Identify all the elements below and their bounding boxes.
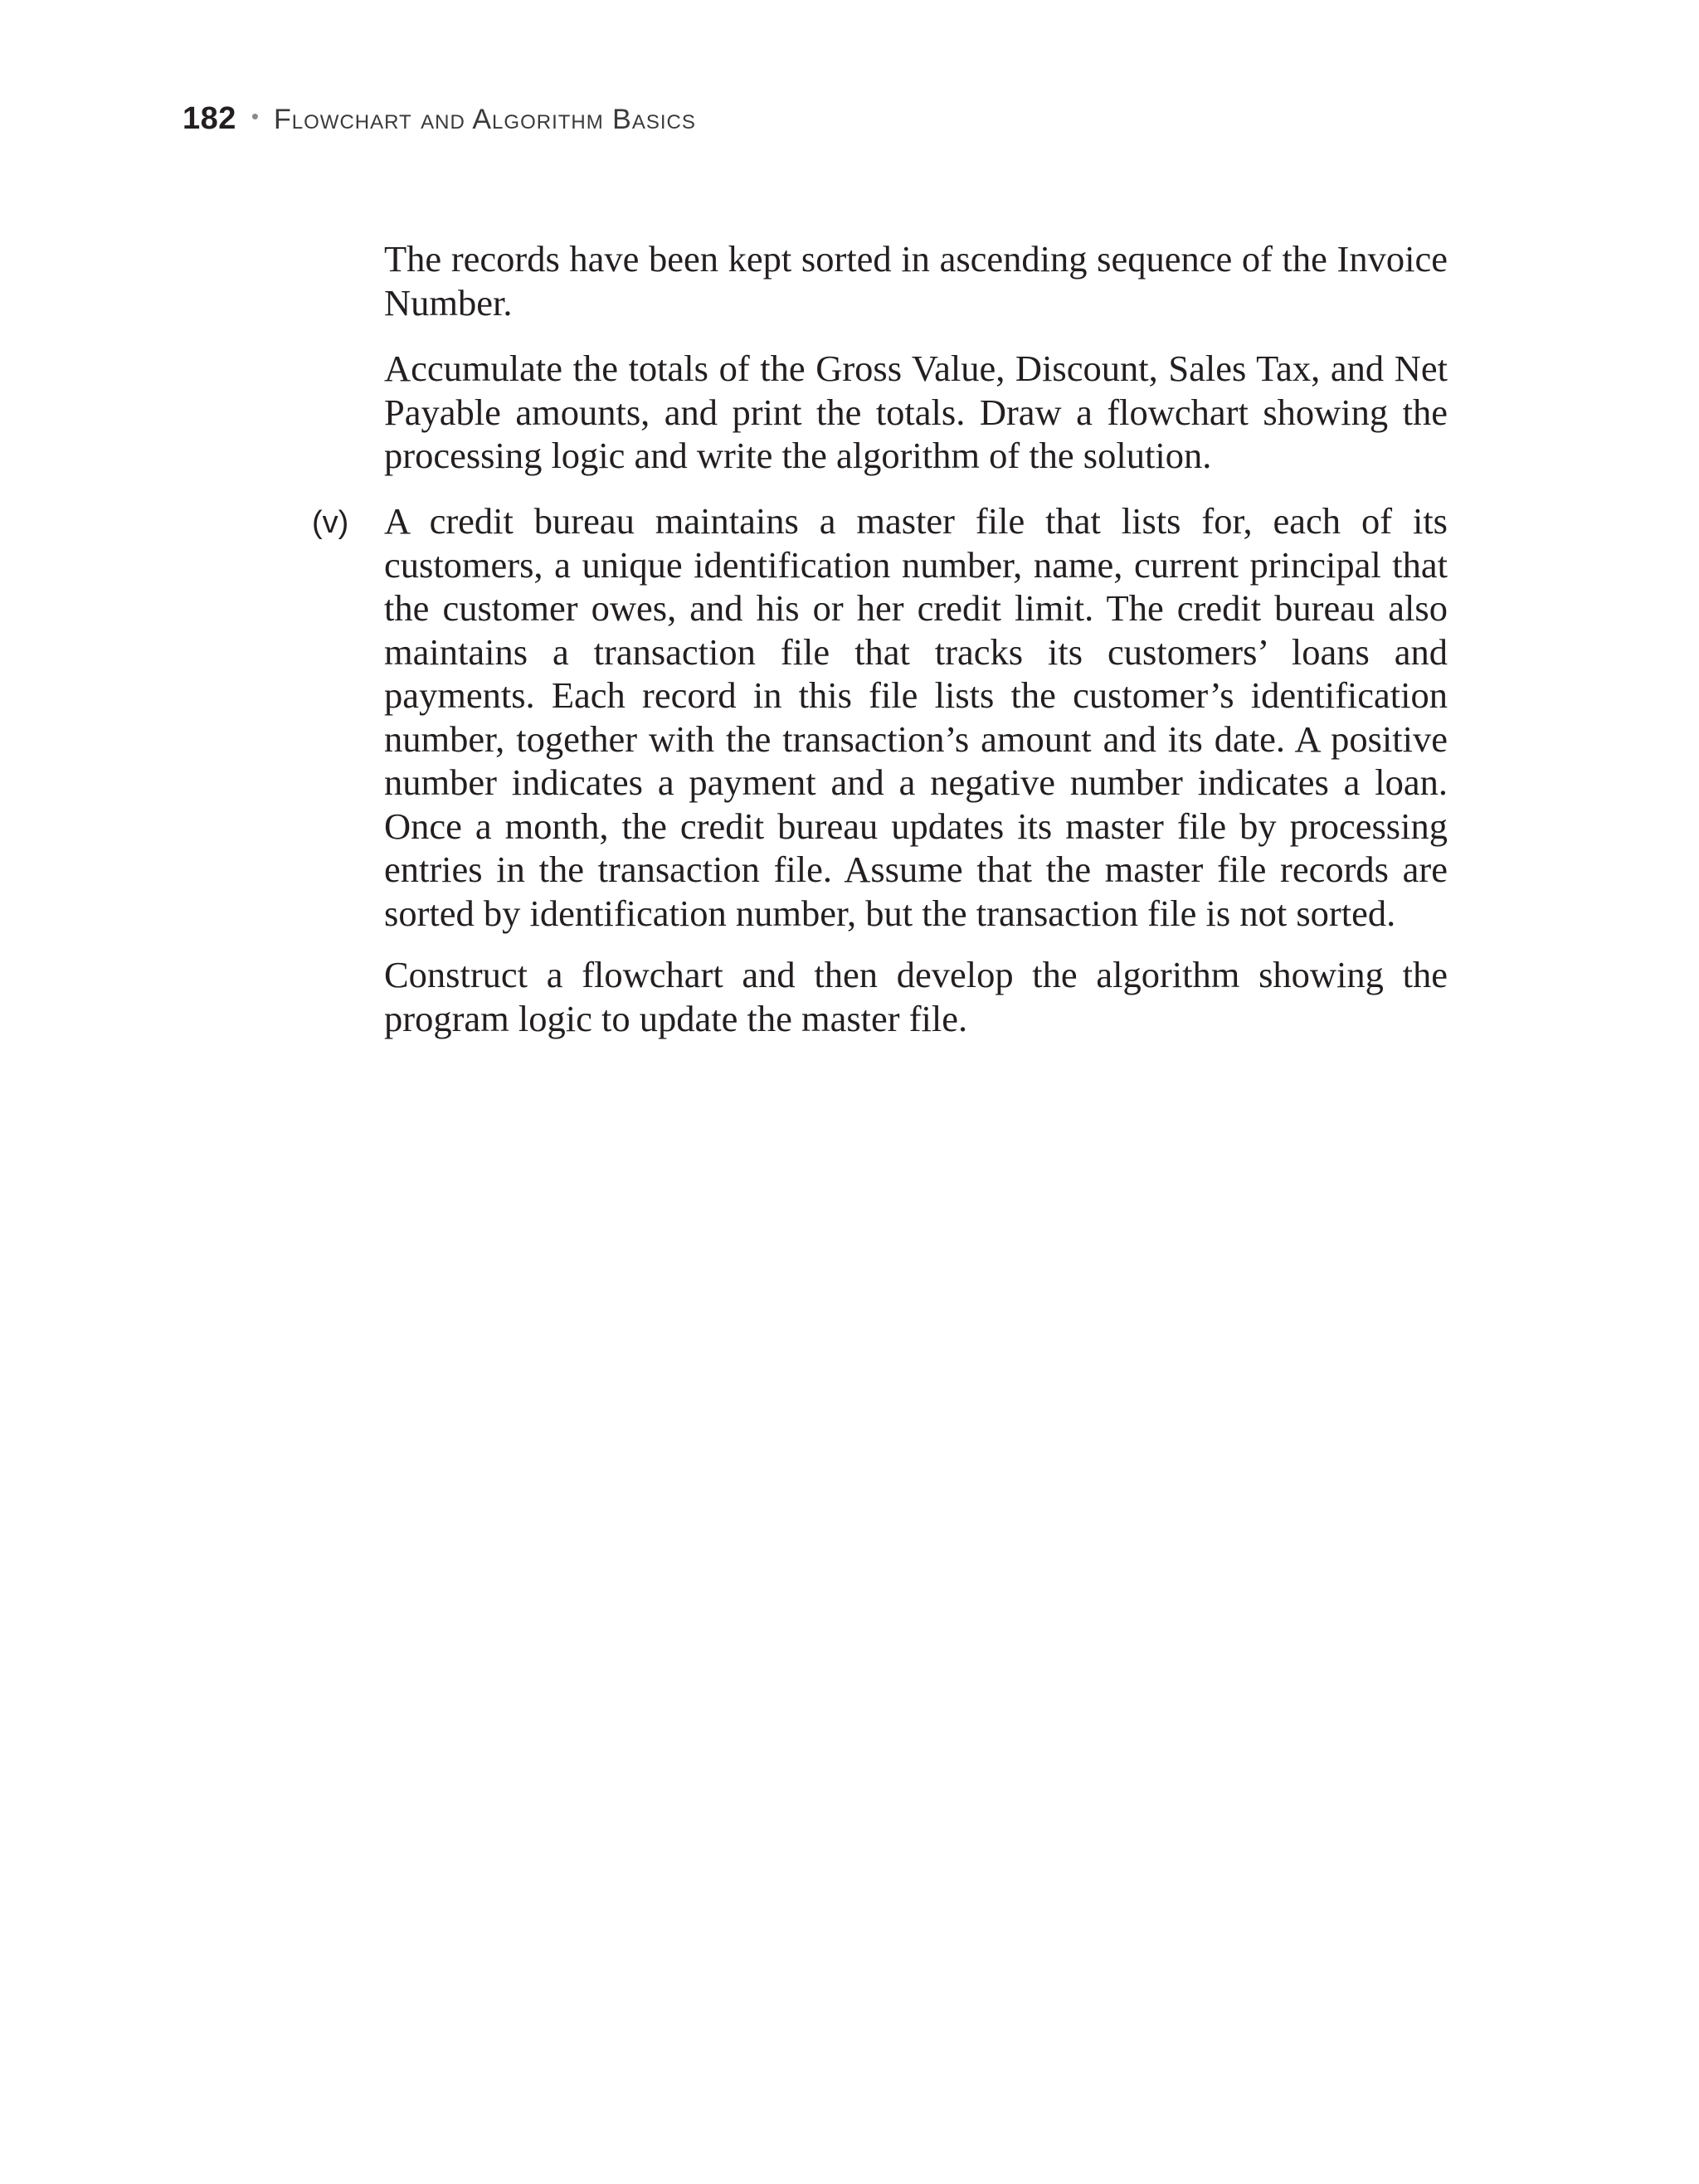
item-label-v: (v): [312, 505, 349, 540]
chapter-title: Flowchart and Algorithm Basics: [274, 104, 696, 135]
paragraph-construct-flowchart: Construct a flowchart and then develop the algorithm showing the program logic to update the master file.: [384, 954, 1448, 1039]
running-head: [183, 101, 696, 143]
page-number: 182: [183, 101, 236, 136]
item-v-text: A credit bureau maintains a master file that lists for, each of its customers, a unique identification number, name, current principal that the customer owes, and his or her credit limit. The credit bureau also maintains a transaction file that tracks its customers’ loans and payments. Each record in this file lists the customer’s identification number, together with the transaction’s amount and its date. A positive number indicates a payment and a negative number indicates a loan. Once a month, the credit bureau updates its master file by processing entries in the transaction file. Assume that the master file records are sorted by identification number, but the transaction file is not sorted.: [384, 500, 1448, 934]
paragraph-accumulate-totals: Accumulate the totals of the Gross Value, Discount, Sales Tax, and Net Payable amounts, and print the totals. Draw a flowchart showing the processing logic and write the algorithm of the solution.: [384, 348, 1448, 476]
header-separator: •: [251, 104, 260, 129]
paragraph-records-sorted: The records have been kept sorted in ascending sequence of the Invoice Number.: [384, 238, 1448, 323]
